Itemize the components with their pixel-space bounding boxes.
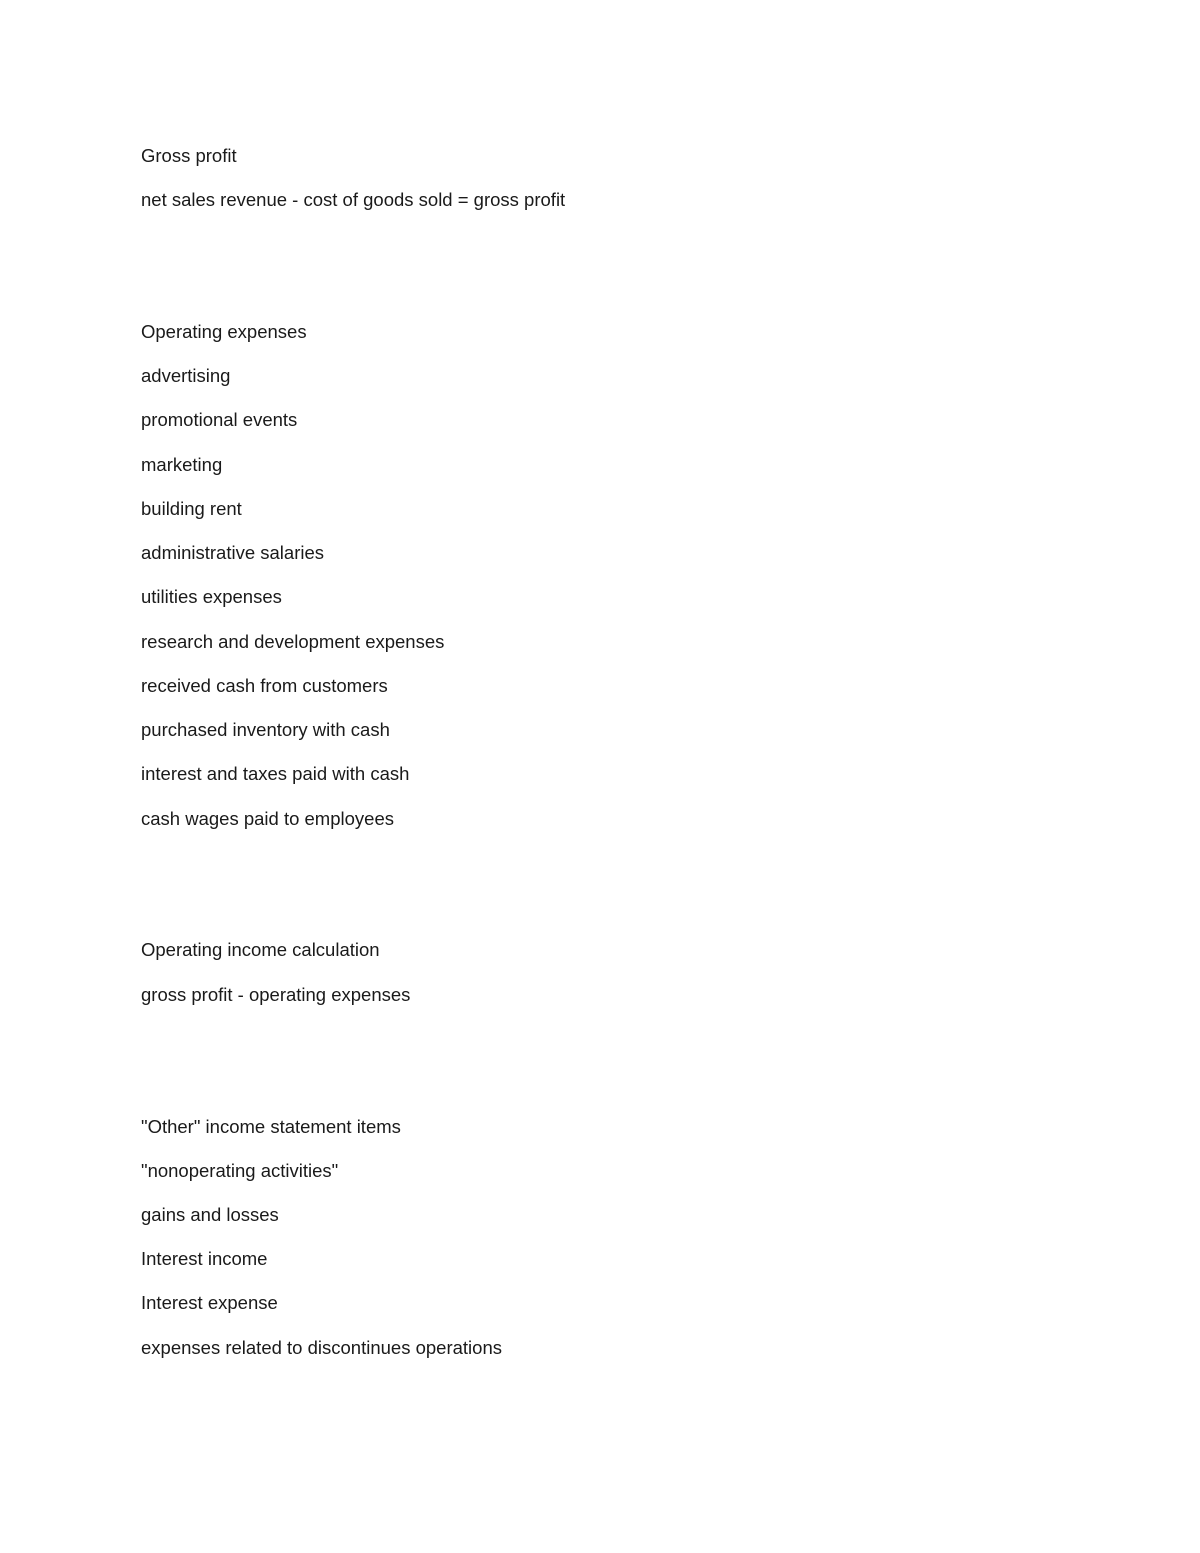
list-item: administrative salaries [141, 542, 325, 563]
section-heading-gross-profit: Gross profit [141, 145, 237, 166]
list-item: purchased inventory with cash [141, 719, 390, 740]
list-item: interest and taxes paid with cash [141, 763, 410, 784]
list-item: advertising [141, 365, 231, 386]
list-item: promotional events [141, 409, 298, 430]
list-item: Interest expense [141, 1292, 278, 1313]
section-heading-operating-income: Operating income calculation [141, 939, 380, 960]
section-heading-operating-expenses: Operating expenses [141, 321, 307, 342]
list-item: expenses related to discontinues operations [141, 1337, 502, 1358]
list-item: "nonoperating activities" [141, 1160, 339, 1181]
list-item: gains and losses [141, 1204, 279, 1225]
list-item: marketing [141, 454, 223, 475]
text-line: net sales revenue - cost of goods sold = gross profit [141, 189, 566, 210]
list-item: cash wages paid to employees [141, 808, 394, 829]
list-item: building rent [141, 498, 242, 519]
text-line: gross profit - operating expenses [141, 984, 411, 1005]
list-item: received cash from customers [141, 675, 388, 696]
section-heading-other-items: "Other" income statement items [141, 1116, 401, 1137]
list-item: Interest income [141, 1248, 268, 1269]
list-item: research and development expenses [141, 631, 445, 652]
list-item: utilities expenses [141, 586, 282, 607]
